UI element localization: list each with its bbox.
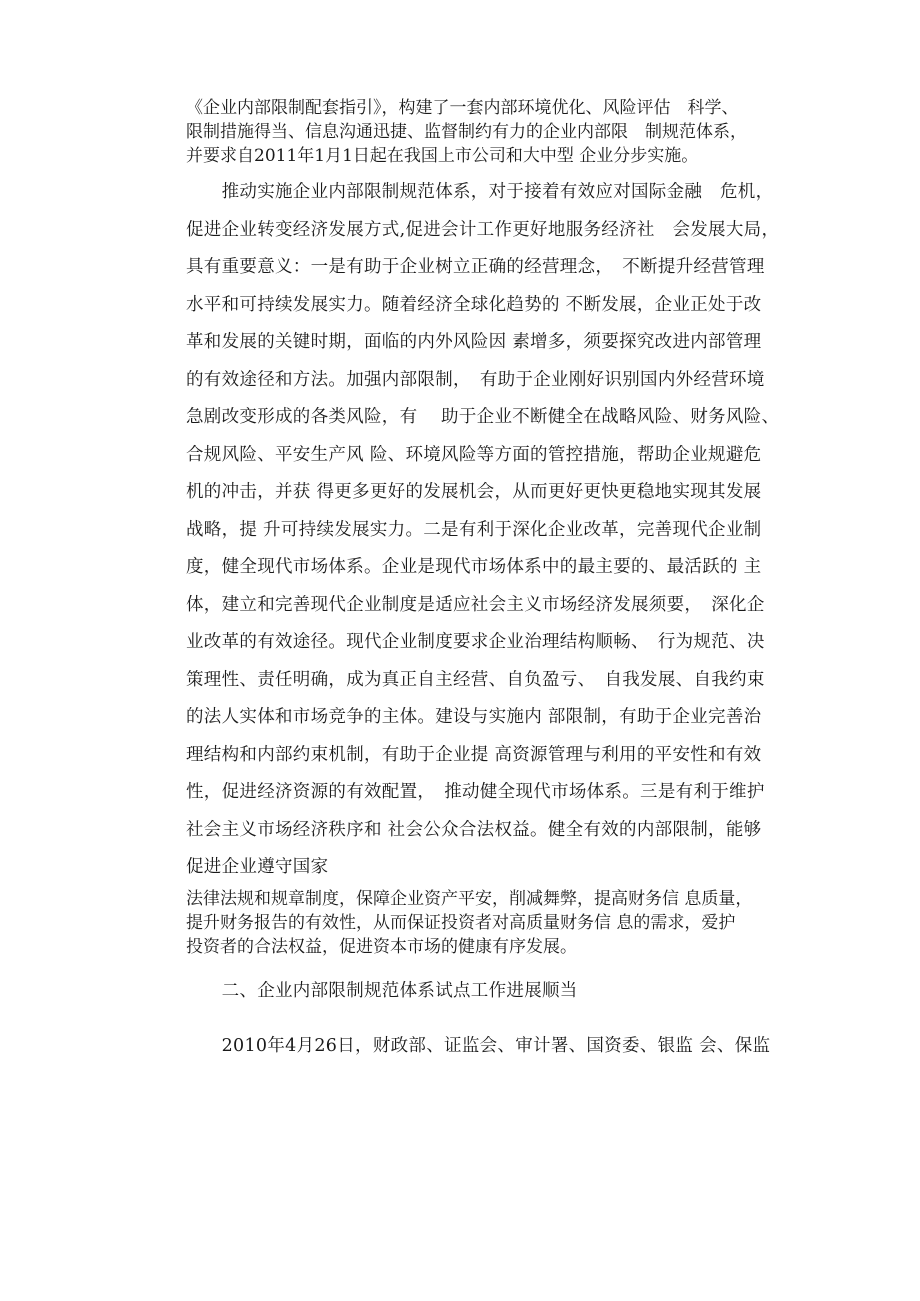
- text-line: 2010年4月26日，财政部、证监会、审计署、国资委、银监 会、保监: [186, 1036, 771, 1056]
- text-line: 《企业内部限制配套指引》，构建了一套内部环境优化、风险评估 科学、: [186, 98, 739, 118]
- spacer: [186, 959, 741, 973]
- text-line: 业改革的有效途径。现代企业制度要求企业治理结构顺畅、 行为规范、决: [186, 632, 765, 652]
- intro-paragraph: [186, 96, 747, 168]
- text-line: 的有效途径和方法。加强内部限制， 有助于企业刚好识别国内外经营环境: [186, 369, 765, 390]
- text-line: 并要求自2011年1月1日起在我国上市公司和大中型 企业分步实施。: [186, 146, 699, 166]
- text-line: 具有重要意义：一是有助于企业树立正确的经营理念， 不断提升经营管理: [186, 257, 765, 277]
- body-paragraph: [186, 174, 780, 887]
- text-line: 促进企业遵守国家: [186, 857, 329, 877]
- text-line: 体，建立和完善现代企业制度是适应社会主义市场经济发展须要， 深化企: [186, 594, 765, 615]
- text-line: 性，促进经济资源的有效配置， 推动健全现代市场体系。三是有利于维护: [186, 782, 765, 802]
- text-line: 理结构和内部约束机制，有助于企业提 高资源管理与利用的平安性和有效: [186, 744, 762, 765]
- text-line: 提升财务报告的有效性，从而保证投资者对高质量财务信 息的需求，爱护: [186, 912, 736, 933]
- text-line: 水平和可持续发展实力。随着经济全球化趋势的 不断发展，企业正处于改: [186, 294, 762, 315]
- text-line: 战略，提 升可持续发展实力。二是有利于深化企业改革，完善现代企业制: [186, 519, 762, 540]
- text-line: 革和发展的关键时期，面临的内外风险因 素增多，须要探究改进内部管理: [186, 332, 762, 352]
- section-heading: 二、企业内部限制规范体系试点工作进展顺当: [186, 980, 578, 1001]
- text-line: 策理性、责任明确，成为真正自主经营、自负盈亏、 自我发展、自我约束: [186, 669, 765, 690]
- text-line: 社会主义市场经济秩序和 社会公众合法权益。健全有效的内部限制，能够: [186, 819, 762, 840]
- spacer: [186, 1010, 741, 1028]
- document-page: [186, 96, 780, 1066]
- text-line: 度，健全现代市场体系。企业是现代市场体系中的最主要的、最活跃的 主: [186, 557, 762, 577]
- text-line: 合规风险、平安生产风 险、环境风险等方面的管控措施，帮助企业规避危: [186, 444, 762, 465]
- text-line: 法律法规和规章制度，保障企业资产平安，削减舞弊，提高财务信 息质量，: [186, 888, 753, 909]
- continuation-paragraph: [186, 887, 753, 959]
- text-line: 机的冲击，并获 得更多更好的发展机会，从而更好更快更稳地实现其发展: [186, 482, 762, 502]
- text-line: 推动实施企业内部限制规范体系，对于接着有效应对国际金融 危机，: [186, 182, 774, 202]
- text-line: 促进企业转变经济发展方式,促进会计工作更好地服务经济社 会发展大局，: [186, 219, 780, 240]
- text-line: 投资者的合法权益，促进资本市场的健康有序发展。: [186, 936, 577, 957]
- closing-paragraph: [186, 1028, 771, 1066]
- text-line: 限制措施得当、信息沟通迅捷、监督制约有力的企业内部限 制规范体系，: [186, 122, 747, 142]
- text-line: 的法人实体和市场竞争的主体。建设与实施内 部限制，有助于企业完善治: [186, 707, 762, 727]
- text-line: 急剧改变形成的各类风险，有 助于企业不断健全在战略风险、财务风险、: [186, 407, 780, 427]
